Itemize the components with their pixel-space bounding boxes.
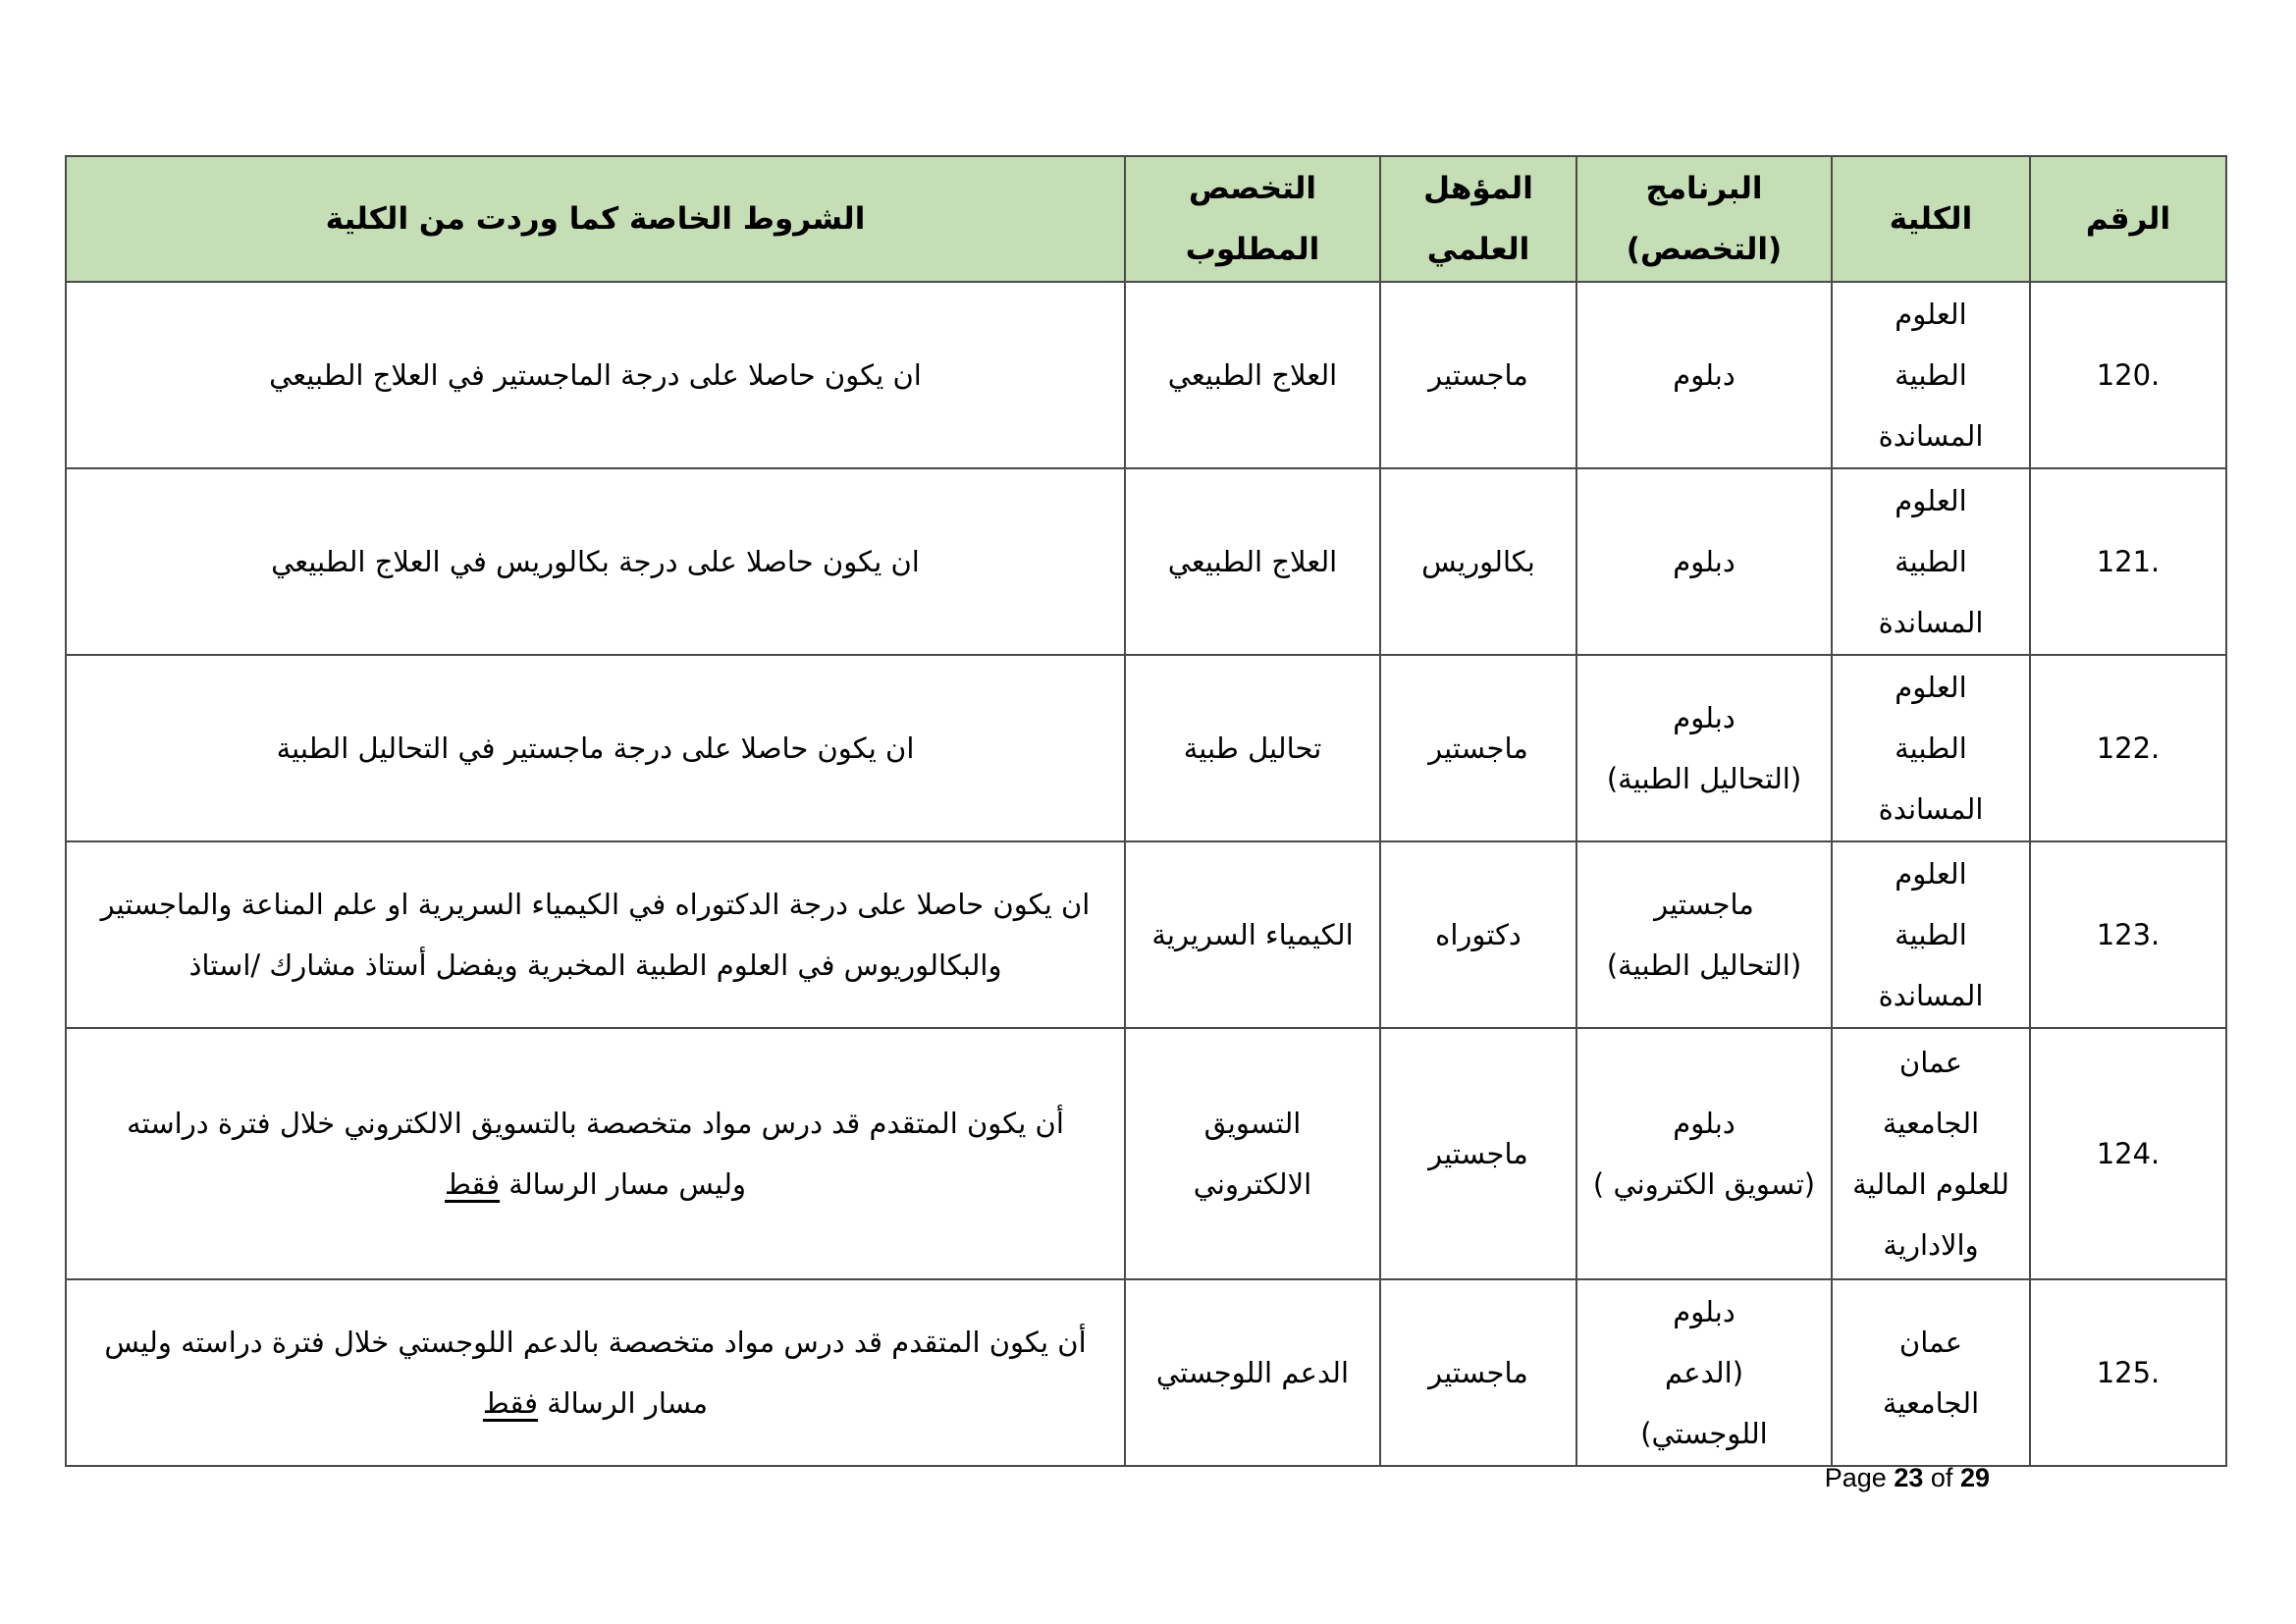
table-row — [66, 1279, 2226, 1466]
cell-number: 122. — [2030, 655, 2226, 841]
cell-college: عمان الجامعية للعلوم المالية والادارية — [1832, 1028, 2030, 1279]
cell-qualification: ماجستير — [1380, 282, 1576, 468]
cell-conditions: ان يكون حاصلا على درجة بكالوريس في العلاج الطبيعي — [66, 468, 1125, 655]
cell-conditions: أن يكون المتقدم قد درس مواد متخصصة بالدعم اللوجستي خلال فترة دراسته وليس مسار الرسالة فقط — [66, 1279, 1125, 1466]
cell-program: دبلوم (الدعم اللوجستي) — [1576, 1279, 1832, 1466]
cell-number: 120. — [2030, 282, 2226, 468]
cell-college: العلوم الطبية المساندة — [1832, 282, 2030, 468]
header-program: البرنامج (التخصص) — [1576, 156, 1832, 282]
cell-college: العلوم الطبية المساندة — [1832, 841, 2030, 1028]
header-college: الكلية — [1832, 156, 2030, 282]
table-row — [66, 841, 2226, 1028]
cell-qualification: بكالوريس — [1380, 468, 1576, 655]
cell-specialization: الدعم اللوجستي — [1125, 1279, 1380, 1466]
cell-program: دبلوم (تسويق الكتروني ) — [1576, 1028, 1832, 1279]
table-header-row — [66, 156, 2226, 282]
page-number-footer — [1825, 1463, 1990, 1493]
cell-college: عمان الجامعية — [1832, 1279, 2030, 1466]
cell-program: دبلوم (التحاليل الطبية) — [1576, 655, 1832, 841]
cell-number: 124. — [2030, 1028, 2226, 1279]
cell-qualification: دكتوراه — [1380, 841, 1576, 1028]
current-page: 23 — [1894, 1463, 1924, 1492]
table-row — [66, 468, 2226, 655]
requirements-table — [65, 155, 2227, 1467]
table-row — [66, 1028, 2226, 1279]
cell-qualification: ماجستير — [1380, 1028, 1576, 1279]
page-word: Page — [1824, 1463, 1887, 1492]
cell-specialization: العلاج الطبيعي — [1125, 468, 1380, 655]
cell-conditions: ان يكون حاصلا على درجة الماجستير في العلاج الطبيعي — [66, 282, 1125, 468]
total-pages: 29 — [1959, 1463, 1990, 1492]
cell-number: 123. — [2030, 841, 2226, 1028]
cell-conditions: ان يكون حاصلا على درجة ماجستير في التحاليل الطبية — [66, 655, 1125, 841]
cell-specialization: التسويق الالكتروني — [1125, 1028, 1380, 1279]
cell-program: ماجستير (التحاليل الطبية) — [1576, 841, 1832, 1028]
header-conditions: الشروط الخاصة كما وردت من الكلية — [66, 156, 1125, 282]
cell-college: العلوم الطبية المساندة — [1832, 468, 2030, 655]
cell-qualification: ماجستير — [1380, 1279, 1576, 1466]
cell-qualification: ماجستير — [1380, 655, 1576, 841]
cell-specialization: تحاليل طبية — [1125, 655, 1380, 841]
cell-program: دبلوم — [1576, 282, 1832, 468]
cell-specialization: العلاج الطبيعي — [1125, 282, 1380, 468]
header-number: الرقم — [2030, 156, 2226, 282]
table-row — [66, 655, 2226, 841]
cell-conditions: ان يكون حاصلا على درجة الدكتوراه في الكيمياء السريرية او علم المناعة والماجستير والبكالوريوس في العلوم الطبية المخبرية ويفضل أستاذ مشارك /استاذ — [66, 841, 1125, 1028]
cell-number: 121. — [2030, 468, 2226, 655]
of-word: of — [1930, 1463, 1953, 1492]
header-specialization: التخصص المطلوب — [1125, 156, 1380, 282]
cell-college: العلوم الطبية المساندة — [1832, 655, 2030, 841]
header-qualification: المؤهل العلمي — [1380, 156, 1576, 282]
table-row — [66, 282, 2226, 468]
cell-specialization: الكيمياء السريرية — [1125, 841, 1380, 1028]
cell-conditions: أن يكون المتقدم قد درس مواد متخصصة بالتسويق الالكتروني خلال فترة دراسته وليس مسار الرسالة فقط — [66, 1028, 1125, 1279]
cell-program: دبلوم — [1576, 468, 1832, 655]
underlined-emphasis: فقط — [445, 1167, 501, 1201]
cell-number: 125. — [2030, 1279, 2226, 1466]
underlined-emphasis: فقط — [482, 1386, 538, 1420]
